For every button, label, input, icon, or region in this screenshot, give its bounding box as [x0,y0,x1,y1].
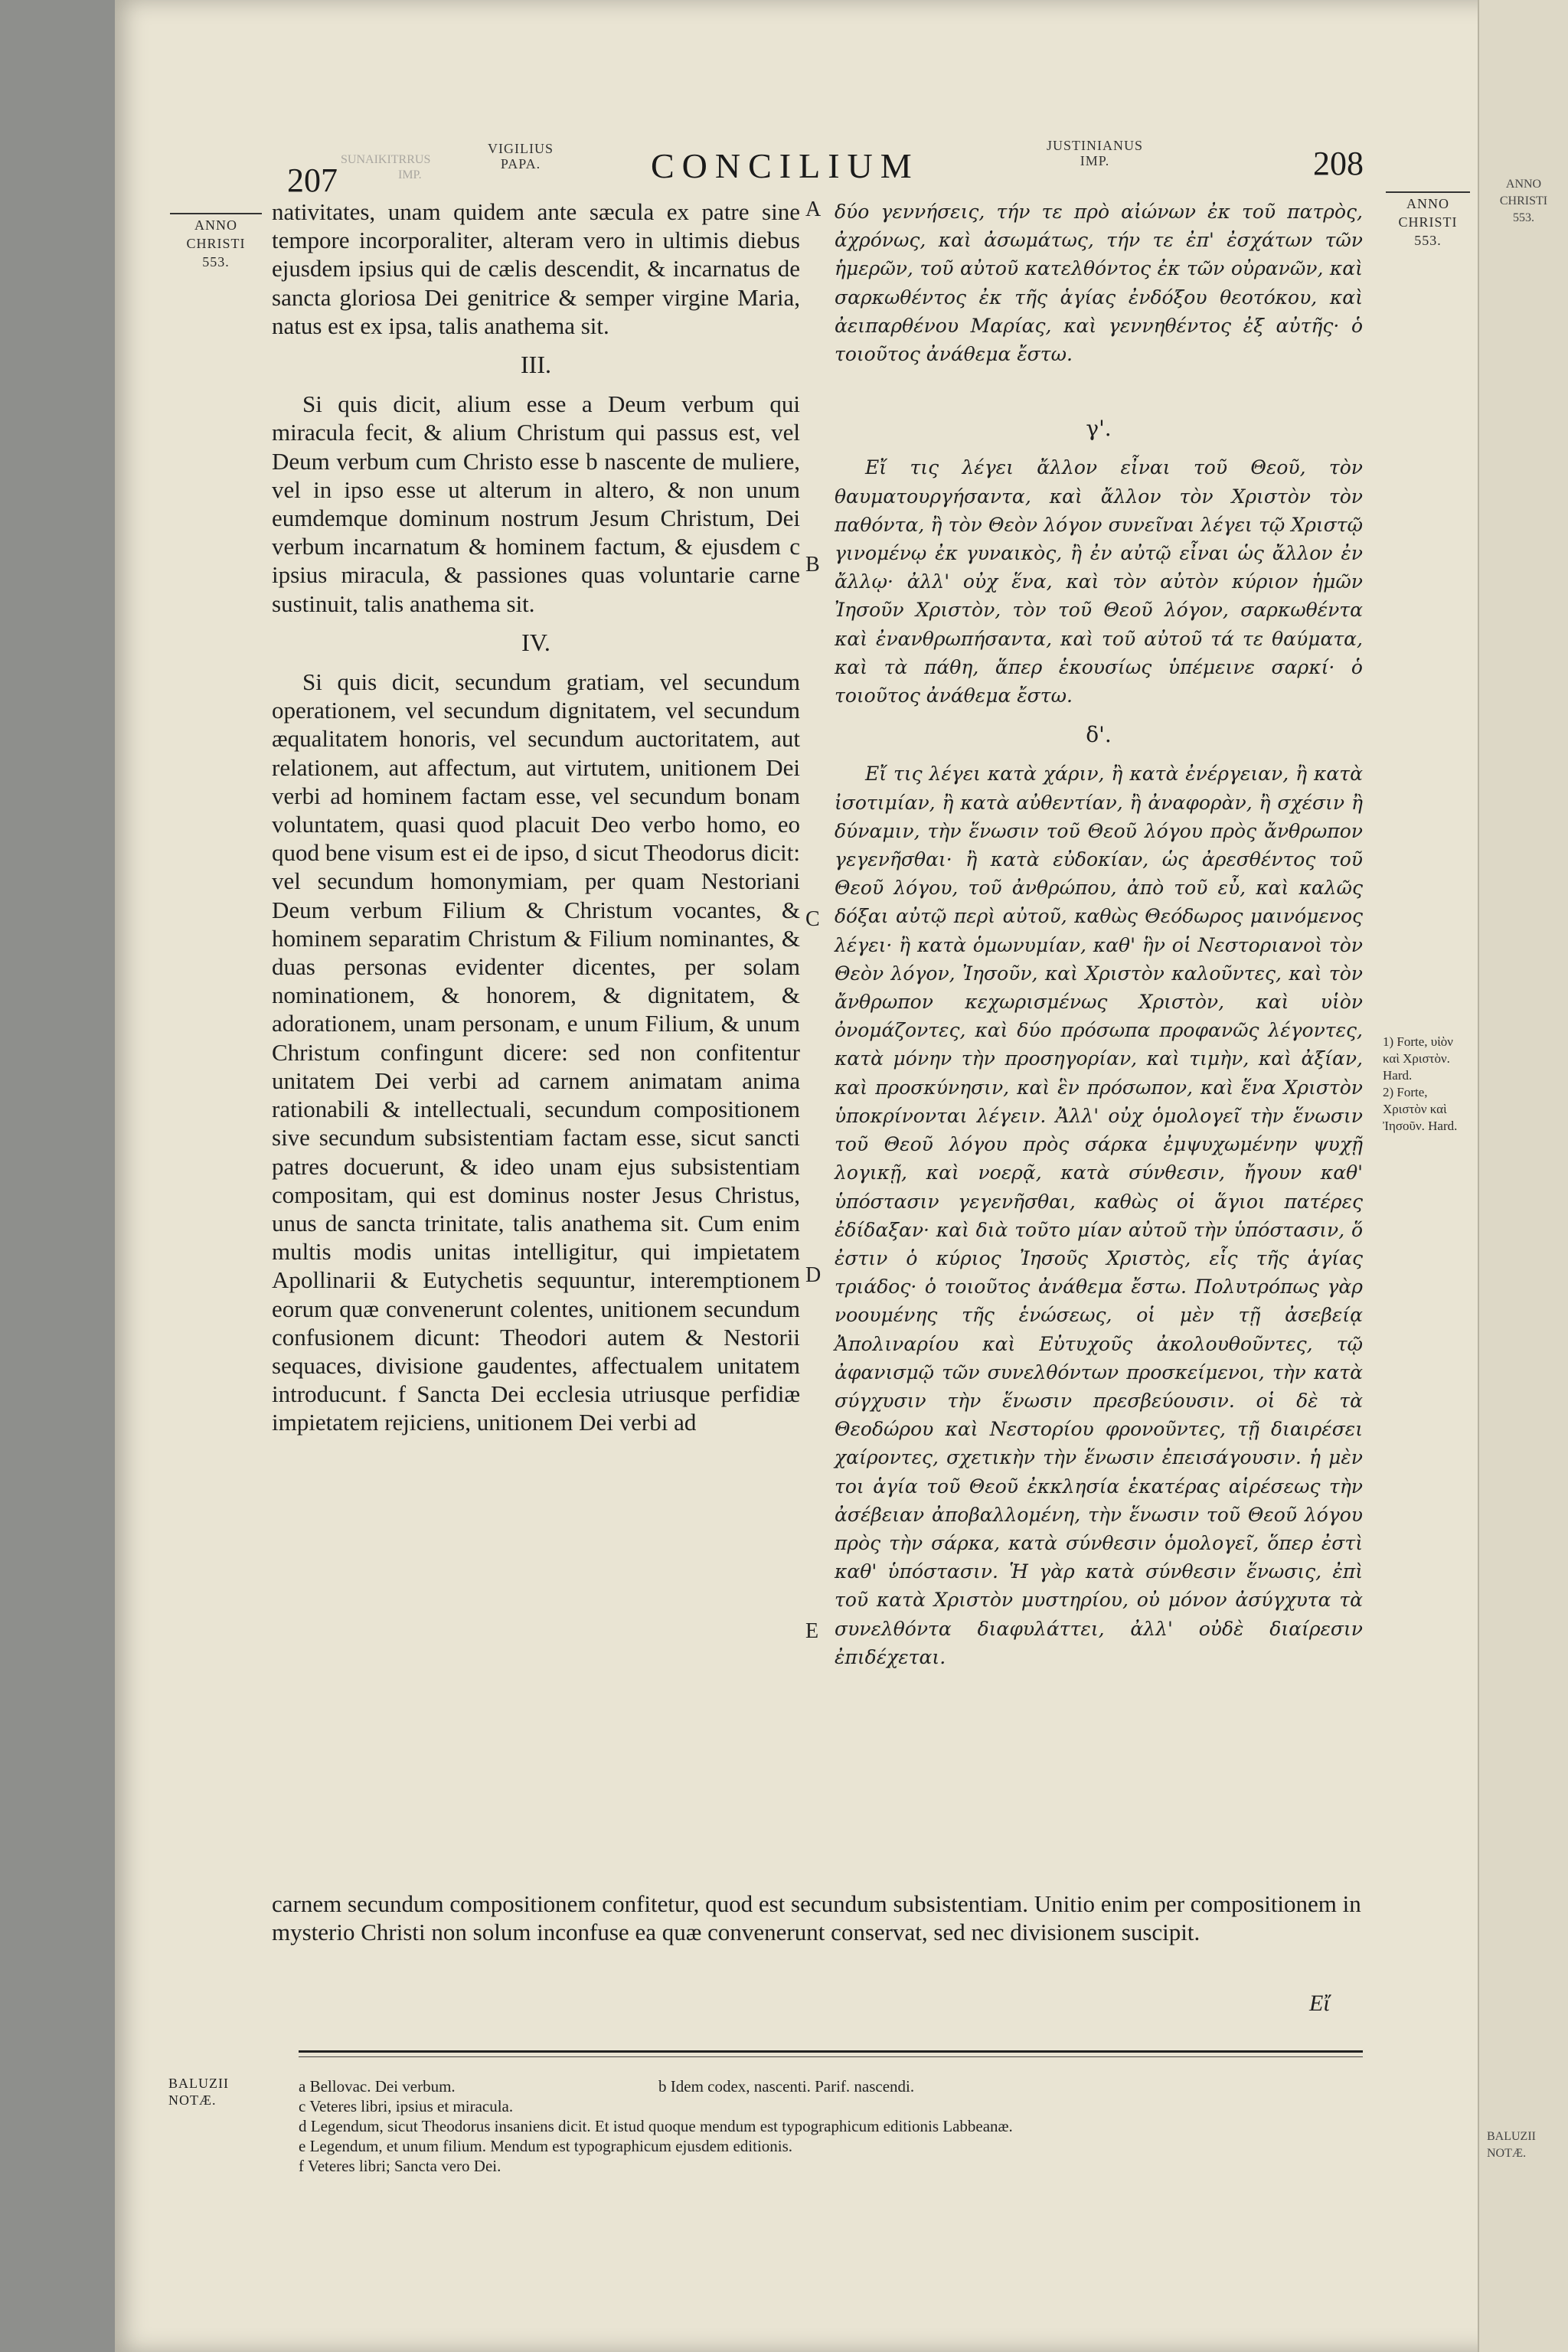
latin-paragraph: nativitates, unam quidem ante sæcula ex patre sine tempore incorporaliter, alteram vero in ultimis diebus ejusdem ipsius qui de cælis descendit, & incarnatus de sancta gloriosa Dei genitrice & semper virgine Maria, natus est ex ipsa, talis anathema sit. [272,198,800,339]
ghost-header-text: SUNAIKITRRUS [341,153,431,166]
latin-column [272,198,800,1437]
footnote-c: c Veteres libri, ipsius et miracula. [299,2097,514,2115]
footnote-d: d Legendum, sicut Theodorus insaniens dicit. Et istud quoque mendum est typographicum editionis Labbeanæ. [299,2117,1013,2135]
page-number-left: 207 [287,162,338,199]
margin-anno-left [170,213,262,271]
greek-heading: δ'. [1086,722,1112,748]
notes-rule-thin [299,2056,1363,2057]
section-letter: A [805,198,822,221]
notes-label: BALUZII NOTÆ. [168,2076,229,2108]
margin-anno-left-text: ANNO CHRISTI 553. [186,217,246,270]
section-letter: C [805,907,820,931]
latin-paragraph: Si quis dicit, secundum gratiam, vel secundum operationem, vel secundum dignitatem, vel secundum æqualitatem honoris, vel secundum auctoritatem, aut relationem, aut affectum, aut virtutem, unitionem Dei verbi ad hominem factam esse, vel secundum bonam voluntatem, quasi quod placuit Deo verbo homo, eo quod bene visum est ei de ipso, d sicut Theodorus dicit: vel secundum homonymiam, per quam Nestoriani Deum verbum Filium & Christum vocantes, & hominem separatim Christum & Filium nominantes, & duas personas evidenter dicentes, per solam nominationem, & honorem, & dignitatem, & adorationem, unam personam, e unum Filium, & unum Christum confingunt dicere: sed non confitentur unitatem Dei verbi ad carnem animatam anima rationabili & intellectuali, secundum compositionem sive secundum subsistentiam factam esse, sicut sancti patres docuerunt, & ideo unam ejus subsistentiam compositam, qui est dominus noster Jesus Christus, unus de sancta trinitate, talis anathema sit. Cum enim multis modis unitas intelligitur, qui impietatem Apollinarii & Eutychetis sequuntur, interemptionem eorum quæ convenerunt colentes, unitionem secundum confusionem dicunt: Theodori autem & Nestorii sequaces, divisione gaudentes, affectualem unitatem introducunt. f Sancta Dei ecclesia utriusque perfidiæ impietatem rejiciens, unitionem Dei verbi ad [272,668,800,1436]
section-letter: E [805,1619,819,1643]
ghost-header-text: IMP. [398,168,422,181]
bleed-notes-label: BALUZII NOTÆ. [1487,2130,1536,2160]
header-title: CONCILIUM [651,146,920,185]
header-right-sub: JUSTINIANUS IMP. [1046,138,1143,168]
margin-anno-right [1386,191,1470,250]
margin-anno-right-text: ANNO CHRISTI 553. [1398,196,1458,248]
catchword: Εἴ [1309,1991,1330,2016]
footnote-f: f Veteres libri; Sancta vero Dei. [299,2157,501,2175]
page-number-right: 208 [1313,145,1364,182]
footnote-b: b Idem codex, nascenti. Parif. nascendi. [658,2077,915,2096]
greek-column [835,198,1363,1671]
header-left-sub: VIGILIUS PAPA. [488,141,554,172]
greek-paragraph: Εἴ τις λέγει ἄλλον εἶναι τοῦ Θεοῦ, τὸν θαυματουργήσαντα, καὶ ἄλλον τὸν Χριστὸν τὸν παθόντα, ἢ τὸν Θεὸν λόγον συνεῖναι λέγει τῷ Χριστῷ γινομένῳ ἐκ γυναικὸς, ἢ ἐν αὐτῷ εἶναι ὡς ἄλλον ἐν ἄλλῳ· ἀλλ' οὐχ ἕνα, καὶ τὸν αὐτὸν κύριον ἡμῶν Ἰησοῦν Χριστὸν, τὸν τοῦ Θεοῦ λόγον, σαρκωθέντα καὶ ἐνανθρωπήσαντα, καὶ τοῦ αὐτοῦ τά τε θαύματα, καὶ τὰ πάθη, ἅπερ ἑκουσίως ὑπέμεινε σαρκί· ὁ τοιοῦτος ἀνάθεμα ἔστω. [835,456,1363,707]
footnote-e: e Legendum, et unum filium. Mendum est typographicum ejusdem editionis. [299,2137,793,2155]
margin-gloss: 1) Forte, υἱὸν καὶ Χριστὸν. Hard. 2) Forte, Χριστὸν καὶ Ἰησοῦν. Hard. [1383,1034,1458,1133]
next-page-edge [1478,0,1568,2352]
greek-paragraph: δύο γεννήσεις, τήν τε πρὸ αἰώνων ἐκ τοῦ πατρὸς, ἀχρόνως, καὶ ἀσωμάτως, τήν τε ἐπ' ἐσχάτων τῶν ἡμερῶν, τοῦ αὐτοῦ κατελθόντος ἐκ τῶν οὐρανῶν, καὶ σαρκωθέντος ἐκ τῆς ἁγίας ἐνδόξου θεοτόκου, καὶ ἀειπαρθένου Μαρίας, καὶ γεννηθέντος ἐξ αὐτῆς· ὁ τοιοῦτος ἀνάθεμα ἔστω. [835,201,1363,366]
running-header [0,138,1568,199]
section-letter: B [805,553,820,577]
bleed-anno: ANNO CHRISTI 553. [1499,178,1548,224]
footnote-a: a Bellovac. Dei verbum. [299,2077,456,2096]
greek-paragraph: Εἴ τις λέγει κατὰ χάριν, ἢ κατὰ ἐνέργειαν, ἢ κατὰ ἰσοτιμίαν, ἢ κατὰ αὐθεντίαν, ἢ ἀναφορὰν, ἢ σχέσιν ἢ δύναμιν, τὴν ἕνωσιν τοῦ Θεοῦ λόγου πρὸς ἄνθρωπον γεγενῆσθαι· ἢ κατὰ εὐδοκίαν, ὡς ἀρεσθέντος τοῦ Θεοῦ λόγου, τοῦ ἀνθρώπου, ἀπὸ τοῦ εὖ, καὶ καλῶς δόξαι αὐτῷ περὶ αὐτοῦ, καθὼς Θεόδωρος μαινόμενος λέγει· ἢ κατὰ ὁμωνυμίαν, καθ' ἣν οἱ Νεστοριανοὶ τὸν Θεὸν λόγον, Ἰησοῦν, καὶ Χριστὸν καλοῦντες, καὶ τὸν ἄνθρωπον κεχωρισμένως Χριστὸν, καὶ υἱὸν ὀνομάζοντες, καὶ δύο πρόσωπα προφανῶς λέγοντες, κατὰ μόνην τὴν προσηγορίαν, καὶ τιμὴν, καὶ ἀξίαν, καὶ προσκύνησιν, καὶ ἓν πρόσωπον, καὶ ἕνα Χριστὸν ὑποκρίνονται λέγειν. Ἀλλ' οὐχ ὁμολογεῖ τὴν ἕνωσιν τοῦ Θεοῦ λόγου πρὸς σάρκα ἐμψυχωμένην ψυχῇ λογικῇ, καὶ νοερᾷ, κατὰ σύνθεσιν, ἤγουν καθ' ὑπόστασιν γεγενῆσθαι, καθὼς οἱ ἅγιοι πατέρες ἐδίδαξαν· καὶ διὰ τοῦτο μίαν αὐτοῦ τὴν ὑπόστασιν, ὅ ἐστιν ὁ κύριος Ἰησοῦς Χριστὸς, εἷς τῆς ἁγίας τριάδος· ὁ τοιοῦτος ἀνάθεμα ἔστω. Πολυτρόπως γὰρ νοουμένης τῆς ἑνώσεως, οἱ μὲν τῇ ἀσεβείᾳ Ἀπολιναρίου καὶ Εὐτυχοῦς ἀκολουθοῦντες, τῷ ἀφανισμῷ τῶν συνελθόντων προσκείμενοι, τὴν κατὰ σύγχυσιν τὴν ἕνωσιν πρεσβεύουσιν. οἱ δὲ τὰ Θεοδώρου καὶ Νεστορίου φρονοῦντες, τῇ διαιρέσει χαίροντες, σχετικὴν τὴν ἕνωσιν ἐπεισάγουσιν. ἡ μὲν τοι ἁγία τοῦ Θεοῦ ἐκκλησία ἑκατέρας αἱρέσεως τὴν ἀσέβειαν ἀποβαλλομένη, τὴν ἕνωσιν τοῦ Θεοῦ λόγου πρὸς τὴν σάρκα, κατὰ σύνθεσιν ὁμολογεῖ, ὅπερ ἐστὶ καθ' ὑπόστασιν. Ἡ γὰρ κατὰ σύνθεσιν ἕνωσις, ἐπὶ τοῦ κατὰ Χριστὸν μυστηρίου, οὐ μόνον ἀσύγχυτα τὰ συνελθόντα διαφυλάττει, ἀλλ' οὐδὲ διαίρεσιν ἐπιδέχεται. [835,763,1363,1668]
full-width-text: carnem secundum compositionem confitetur, quod est secundum subsistentiam. Unitio enim per compositionem in mysterio Christi non solum inconfuse ea quæ convenerunt conservat, sed nec divisionem suscipit. [272,1890,1361,1946]
latin-heading: III. [521,351,551,379]
section-letter: D [805,1263,822,1287]
latin-heading: IV. [521,628,550,656]
latin-paragraph: Si quis dicit, alium esse a Deum verbum qui miracula fecit, & alium Christum qui passus est, vel Deum verbum cum Christo esse b nascente de muliere, vel in ipso esse ut alterum in altero, & non unum eumdemque dominum nostrum Jesum Christum, Dei verbum incarnatum & hominem factum, & ejusdem c ipsius miracula, & passiones quas voluntarie carne sustinuit, talis anathema sit. [272,390,800,617]
notes-rule [299,2050,1363,2053]
greek-heading: γ'. [1086,416,1112,442]
